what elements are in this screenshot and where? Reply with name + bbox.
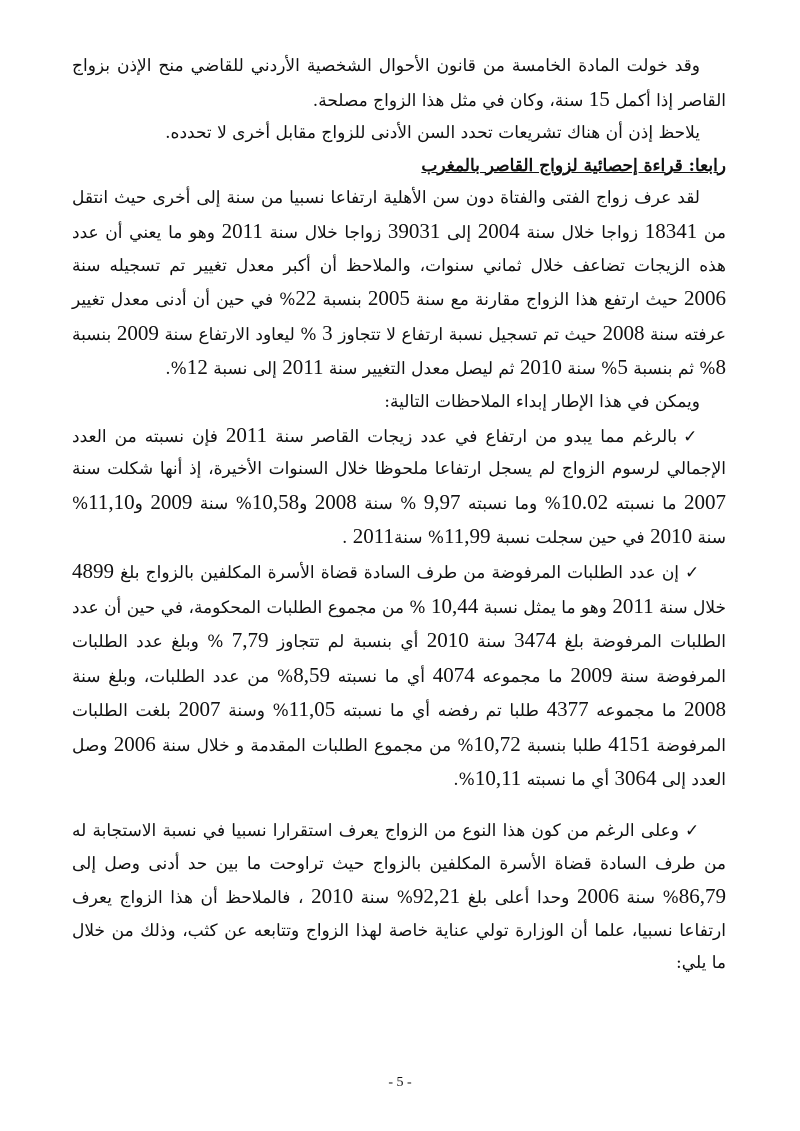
paragraph: وقد خولت المادة الخامسة من قانون الأحوال الشخصية الأردني للقاضي منح الإذن بزواج القاصر إذا أكمل 15 سنة، وكان في مثل هذا الزواج مصلحة.	[72, 56, 726, 111]
page-number: - 5 -	[388, 1075, 412, 1090]
checklist-item: ✓بالرغم مما يبدو من ارتفاع في عدد زيجات القاصر سنة 2011 فإن نسبته من العدد الإجمالي لرسوم الزواج لم يسجل ارتفاعا ملحوظا خلال السنوات الأخيرة، إذ أنها شكلت سنة 2007 ما نسبته 10.02% وما نسبته 9,97 % سنة 2008 و10,58% سنة 2009 و11,10% سنة 2010 في حين سجلت نسبة 11,99% سنة2011 .	[72, 422, 726, 549]
spacer	[72, 797, 726, 815]
paragraph: لقد عرف زواج الفتى والفتاة دون سن الأهلية ارتفاعا نسبيا من سنة إلى أخرى حيث انتقل من 18341 زواجا خلال سنة 2004 إلى 39031 زواجا خلال سنة 2011 وهو ما يعني أن عدد هذه الزيجات تضاعف خلال ثماني سنوات، والملاحظ أن أكبر معدل تغيير تم تسجيله سنة 2006 حيث ارتفع هذا الزواج مقارنة مع سنة 2005 بنسبة 22% في حين أن أدنى معدل تغيير عرفته سنة 2008 حيث تم تسجيل نسبة ارتفاع لا تتجاوز 3 % ليعاود الارتفاع سنة 2009 بنسبة 8% ثم بنسبة 5% سنة 2010 ثم ليصل معدل التغيير سنة 2011 إلى نسبة 12%.	[72, 188, 726, 380]
checklist-item: ✓وعلى الرغم من كون هذا النوع من الزواج يعرف استقرارا نسبيا في نسبة الاستجابة له من طرف السادة قضاة الأسرة المكلفين بالزواج حيث تراوحت ما بين حد أدنى وصل إلى 86,79% سنة 2006 وحدا أعلى بلغ 92,21% سنة 2010 ، فالملاحظ أن هذا الزواج يعرف ارتفاعا نسبيا، علما أن الوزارة تولي عناية خاصة لهذا الزواج وتتابعه عن كثب، وذلك من خلال ما يلي:	[72, 821, 727, 974]
check-mark-icon: ✓	[685, 562, 700, 583]
paragraph: يلاحظ إذن أن هناك تشريعات تحدد السن الأدنى للزواج مقابل أخرى لا تحدده.	[165, 123, 700, 144]
body-text	[72, 50, 726, 980]
check-mark-icon: ✓	[683, 426, 701, 447]
check-mark-icon: ✓	[684, 821, 700, 842]
paragraph: ويمكن في هذا الإطار إبداء الملاحظات التالية:	[384, 391, 700, 412]
section-heading: رابعا: قراءة إحصائية لزواج القاصر بالمغرب	[421, 155, 726, 176]
checklist-item: ✓إن عدد الطلبات المرفوضة من طرف السادة قضاة الأسرة المكلفين بالزواج بلغ 4899 خلال سنة 2011 وهو ما يمثل نسبة 10,44 % من مجموع الطلبات المحكومة، في حين أن عدد الطلبات المرفوضة بلغ 3474 سنة 2010 أي بنسبة لم تتجاوز 7,79 % وبلغ عدد الطلبات المرفوضة سنة 2009 ما مجموعه 4074 أي ما نسبته 8,59% من عدد الطلبات، وبلغ سنة 2008 ما مجموعه 4377 طلبا تم رفضه أي ما نسبته 11,05% وسنة 2007 بلغت الطلبات المرفوضة 4151 طلبا بنسبة 10,72% من مجموع الطلبات المقدمة و خلال سنة 2006 وصل العدد إلى 3064 أي ما نسبته 10,11%.	[72, 558, 727, 791]
